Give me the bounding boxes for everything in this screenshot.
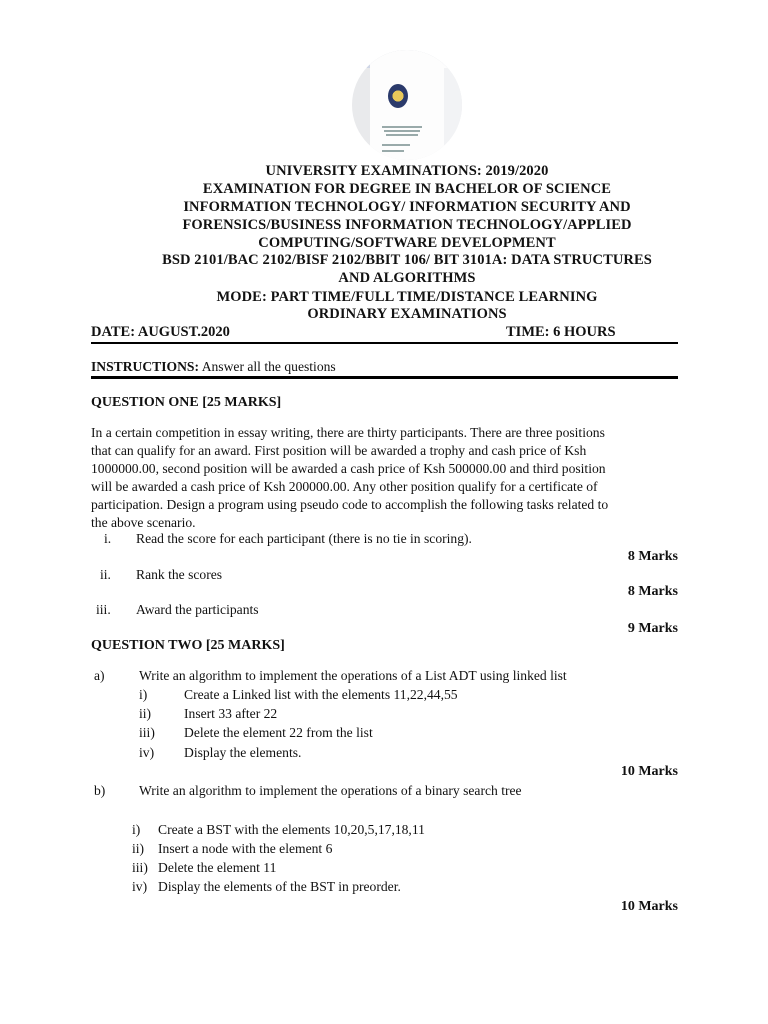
q2a-item-number: i)	[139, 687, 148, 702]
header-line: ORDINARY EXAMINATIONS	[307, 306, 507, 322]
header-line: INFORMATION TECHNOLOGY/ INFORMATION SECURITY AND	[183, 199, 631, 215]
paragraph-line: that can qualify for an award. First position will be awarded a trophy and cash price of Ksh	[91, 443, 587, 458]
question-one-paragraph	[91, 424, 681, 532]
paragraph-line: the above scenario.	[91, 515, 196, 530]
q2b-item-text: Insert a node with the element 6	[158, 841, 333, 856]
q2b-item-number: iii)	[132, 860, 148, 875]
q1-item-marks: 8 Marks	[627, 584, 678, 599]
q2b-item-number: ii)	[132, 841, 145, 856]
question-two-heading: QUESTION TWO [25 MARKS]	[91, 638, 285, 653]
divider	[91, 342, 678, 344]
q1-item-marks: 9 Marks	[627, 621, 678, 636]
q2a-item-text: Display the elements.	[184, 745, 302, 760]
q1-item-number: ii.	[100, 567, 111, 582]
paragraph-line: participation. Design a program using pseudo code to accomplish the following tasks related to	[91, 497, 609, 512]
instructions-label: INSTRUCTIONS:	[91, 359, 200, 374]
q1-item-number: i.	[104, 531, 112, 546]
q2b-item-text: Create a BST with the elements 10,20,5,17,18,11	[158, 822, 425, 837]
q1-item-text: Award the participants	[136, 602, 259, 617]
q2a-item-text: Create a Linked list with the elements 11,22,44,55	[184, 687, 458, 702]
header-line: MODE: PART TIME/FULL TIME/DISTANCE LEARNING	[216, 289, 598, 305]
header-line: AND ALGORITHMS	[338, 270, 476, 286]
q2b-label: b)	[94, 783, 106, 798]
q2a-item-number: ii)	[139, 706, 152, 721]
q2a-marks: 10 Marks	[620, 764, 678, 779]
header-line: EXAMINATION FOR DEGREE IN BACHELOR OF SCIENCE	[202, 181, 612, 197]
q2a-item-number: iii)	[139, 725, 155, 740]
paragraph-line: 1000000.00, second position will be awarded a cash price of Ksh 500000.00 and third position	[91, 461, 606, 476]
header-line: FORENSICS/BUSINESS INFORMATION TECHNOLOGY/APPLIED	[182, 217, 632, 233]
q1-item-marks: 8 Marks	[627, 549, 678, 564]
paragraph-line: will be awarded a cash price of Ksh 200000.00. Any other position qualify for a certificate of	[91, 479, 598, 494]
q1-item-text: Read the score for each participant (there is no tie in scoring).	[136, 531, 472, 546]
q1-item-text: Rank the scores	[136, 567, 223, 582]
q2a-label: a)	[94, 668, 105, 683]
header-line: COMPUTING/SOFTWARE DEVELOPMENT	[258, 235, 556, 251]
q2b-text: Write an algorithm to implement the operations of a binary search tree	[139, 783, 522, 798]
q2a-item-number: iv)	[139, 745, 155, 760]
university-seal-icon	[388, 84, 408, 108]
exam-date: DATE: AUGUST.2020	[91, 324, 230, 340]
header-line: UNIVERSITY EXAMINATIONS: 2019/2020	[265, 163, 549, 179]
q2b-item-number: i)	[132, 822, 141, 837]
document-thumbnail-logo	[352, 50, 462, 160]
header-line: BSD 2101/BAC 2102/BISF 2102/BBIT 106/ BIT 3101A: DATA STRUCTURES	[162, 252, 652, 268]
q2b-item-text: Delete the element 11	[158, 860, 277, 875]
q2a-item-text: Delete the element 22 from the list	[184, 725, 373, 740]
paragraph-line: In a certain competition in essay writing, there are thirty participants. There are three positions	[91, 425, 605, 440]
q2b-item-number: iv)	[132, 879, 148, 894]
q1-item-number: iii.	[96, 602, 111, 617]
exam-time: TIME: 6 HOURS	[506, 324, 616, 340]
q2a-item-text: Insert 33 after 22	[184, 706, 278, 721]
instructions-text: Answer all the questions	[201, 359, 336, 374]
question-one-heading: QUESTION ONE [25 MARKS]	[91, 395, 282, 410]
divider	[91, 376, 678, 379]
q2b-marks: 10 Marks	[620, 899, 678, 914]
q2a-text: Write an algorithm to implement the operations of a List ADT using linked list	[139, 668, 567, 683]
q2b-item-text: Display the elements of the BST in preorder.	[158, 879, 401, 894]
instructions	[91, 358, 336, 376]
